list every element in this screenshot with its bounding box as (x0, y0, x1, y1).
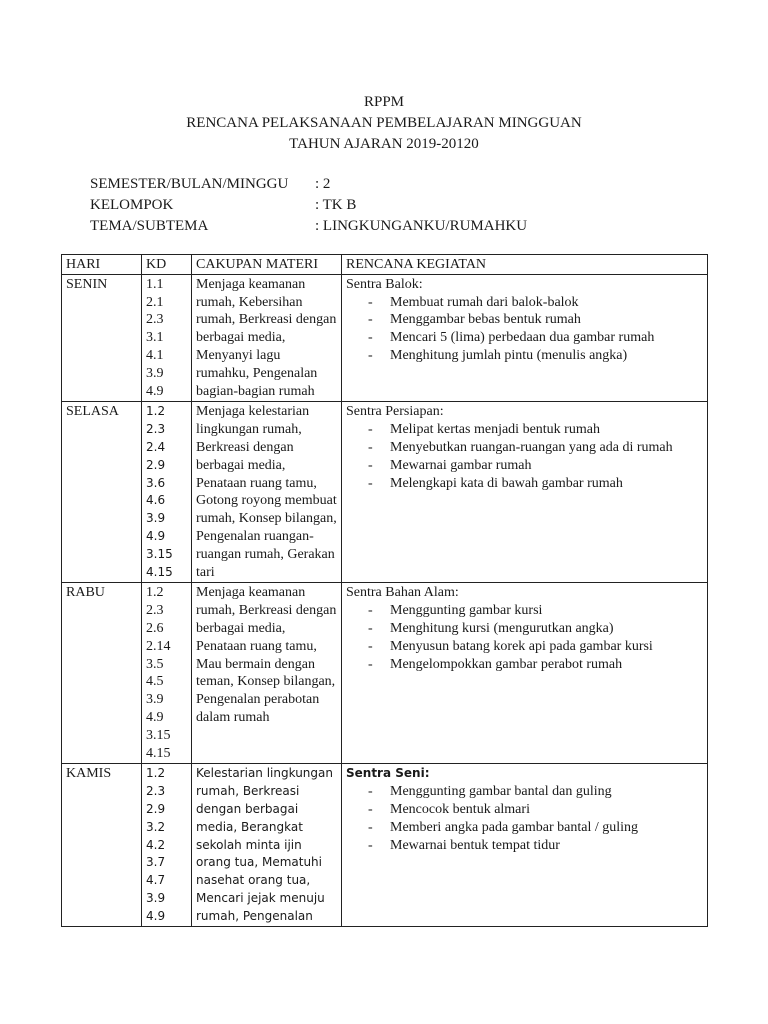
list-item: - Melengkapi kata di bawah gambar rumah (368, 475, 703, 493)
meta-row-semester (90, 174, 527, 195)
table-row (62, 274, 708, 402)
kd-item: 2.3 (146, 784, 166, 799)
meta-row-tema (90, 216, 527, 237)
list-item: - Menyebutkan ruangan-ruangan yang ada di rumah (368, 439, 703, 457)
header-hari: HARI (62, 255, 142, 275)
kd-item: 4.2 (146, 837, 166, 852)
cell-kegiatan (342, 583, 708, 764)
meta-label: SEMESTER/BULAN/MINGGU (90, 176, 289, 192)
list-item: - Menghitung kursi (mengurutkan angka) (368, 620, 703, 638)
cell-hari: RABU (62, 583, 142, 764)
kd-item: 4.1 (146, 347, 164, 363)
kd-item: 4.9 (146, 908, 166, 923)
header-kegiatan: RENCANA KEGIATAN (342, 255, 708, 275)
kd-item: 4.9 (146, 709, 164, 725)
cell-hari: SELASA (62, 402, 142, 583)
meta-value: : LINGKUNGANKU/RUMAHKU (315, 218, 528, 234)
kd-item: 1.2 (146, 585, 164, 601)
kd-item: 3.9 (146, 890, 166, 905)
kd-item: 3.5 (146, 656, 164, 672)
kegiatan-list (346, 602, 703, 673)
header-kd: KD (142, 255, 192, 275)
cell-kegiatan (342, 764, 708, 927)
meta-value: : TK B (315, 197, 357, 213)
title-year: TAHUN AJARAN 2019-20120 (289, 136, 479, 152)
kd-item: 4.6 (146, 493, 166, 508)
list-item: - Mewarnai bentuk tempat tidur (368, 837, 703, 855)
cell-kegiatan (342, 402, 708, 583)
list-item: - Mencari 5 (lima) perbedaan dua gambar rumah (368, 329, 703, 347)
kegiatan-list (346, 294, 703, 365)
kd-item: 2.6 (146, 620, 164, 636)
kd-item: 3.9 (146, 365, 164, 381)
cell-hari: SENIN (62, 274, 142, 402)
document-title-block (0, 92, 768, 155)
kd-item: 2.9 (146, 457, 166, 472)
sentra-label: Sentra Bahan Alam: (346, 585, 459, 601)
table-header-row (62, 255, 708, 275)
kd-item: 3.15 (146, 546, 173, 561)
list-item: - Membuat rumah dari balok-balok (368, 294, 703, 312)
sentra-label: Sentra Seni: (346, 766, 430, 781)
cell-kd (142, 764, 192, 927)
kegiatan-list (346, 783, 703, 854)
kd-item: 2.14 (146, 638, 171, 654)
kd-item: 3.7 (146, 855, 166, 870)
title-full: RENCANA PELAKSANAAN PEMBELAJARAN MINGGUAN (186, 115, 582, 131)
list-item: - Menyusun batang korek api pada gambar kursi (368, 638, 703, 656)
list-item: - Menghitung jumlah pintu (menulis angka) (368, 347, 703, 365)
kd-item: 3.9 (146, 511, 166, 526)
kd-item: 2.1 (146, 294, 164, 310)
kd-item: 2.9 (146, 801, 166, 816)
plan-table (61, 254, 708, 927)
table-row (62, 764, 708, 927)
sentra-label: Sentra Persiapan: (346, 404, 444, 420)
kd-item: 4.15 (146, 745, 171, 761)
kd-item: 4.9 (146, 383, 164, 399)
cell-kd (142, 583, 192, 764)
kegiatan-list (346, 421, 703, 492)
list-item: - Memberi angka pada gambar bantal / guling (368, 819, 703, 837)
kd-item: 3.6 (146, 475, 166, 490)
kd-item: 3.15 (146, 727, 171, 743)
header-cakupan: CAKUPAN MATERI (192, 255, 342, 275)
kd-item: 4.5 (146, 674, 164, 690)
kd-item: 3.9 (146, 692, 164, 708)
kd-item: 2.3 (146, 312, 164, 328)
cell-cakupan: Menjaga kelestarian lingkungan rumah, Berkreasi dengan berbagai media, Penataan ruang tamu, Gotong royong membuat rumah, Konsep bilangan, Pengenalan ruangan-ruangan rumah, Gerakan tari (192, 402, 342, 583)
list-item: - Melipat kertas menjadi bentuk rumah (368, 421, 703, 439)
meta-row-kelompok (90, 195, 527, 216)
list-item: - Mencocok bentuk almari (368, 801, 703, 819)
kd-item: 4.7 (146, 873, 166, 888)
cell-cakupan: Kelestarian lingkungan rumah, Berkreasi dengan berbagai media, Berangkat sekolah minta ijin orang tua, Mematuhi nasehat orang tua, Mencari jejak menuju rumah, Pengenalan (192, 764, 342, 927)
kd-item: 3.2 (146, 819, 166, 834)
kd-item: 2.3 (146, 603, 164, 619)
list-item: - Mengelompokkan gambar perabot rumah (368, 656, 703, 674)
cell-cakupan: Menjaga keamanan rumah, Kebersihan rumah, Berkreasi dengan berbagai media, Menyanyi lagu rumahku, Pengenalan bagian-bagian rumah (192, 274, 342, 402)
cell-hari: KAMIS (62, 764, 142, 927)
list-item: - Menggunting gambar bantal dan guling (368, 783, 703, 801)
list-item: - Menggunting gambar kursi (368, 602, 703, 620)
cell-kd (142, 402, 192, 583)
kd-item: 1.2 (146, 766, 166, 781)
table-row (62, 583, 708, 764)
table-row (62, 402, 708, 583)
cell-cakupan: Menjaga keamanan rumah, Berkreasi dengan berbagai media, Penataan ruang tamu, Mau bermain dengan teman, Konsep bilangan, Pengenalan perabotan dalam rumah (192, 583, 342, 764)
list-item: - Menggambar bebas bentuk rumah (368, 311, 703, 329)
kd-item: 2.4 (146, 439, 166, 454)
title-rppm: RPPM (363, 94, 405, 110)
kd-item: 1.2 (146, 404, 166, 419)
cell-kd (142, 274, 192, 402)
kd-item: 4.15 (146, 564, 173, 579)
list-item: - Mewarnai gambar rumah (368, 457, 703, 475)
kd-item: 1.1 (146, 276, 164, 292)
meta-label: KELOMPOK (90, 197, 174, 213)
meta-block (90, 174, 527, 237)
meta-label: TEMA/SUBTEMA (90, 218, 209, 234)
cell-kegiatan (342, 274, 708, 402)
kd-item: 4.9 (146, 528, 166, 543)
meta-value: : 2 (315, 176, 331, 192)
kd-item: 3.1 (146, 330, 164, 346)
kd-item: 2.3 (146, 422, 166, 437)
sentra-label: Sentra Balok: (346, 276, 423, 292)
